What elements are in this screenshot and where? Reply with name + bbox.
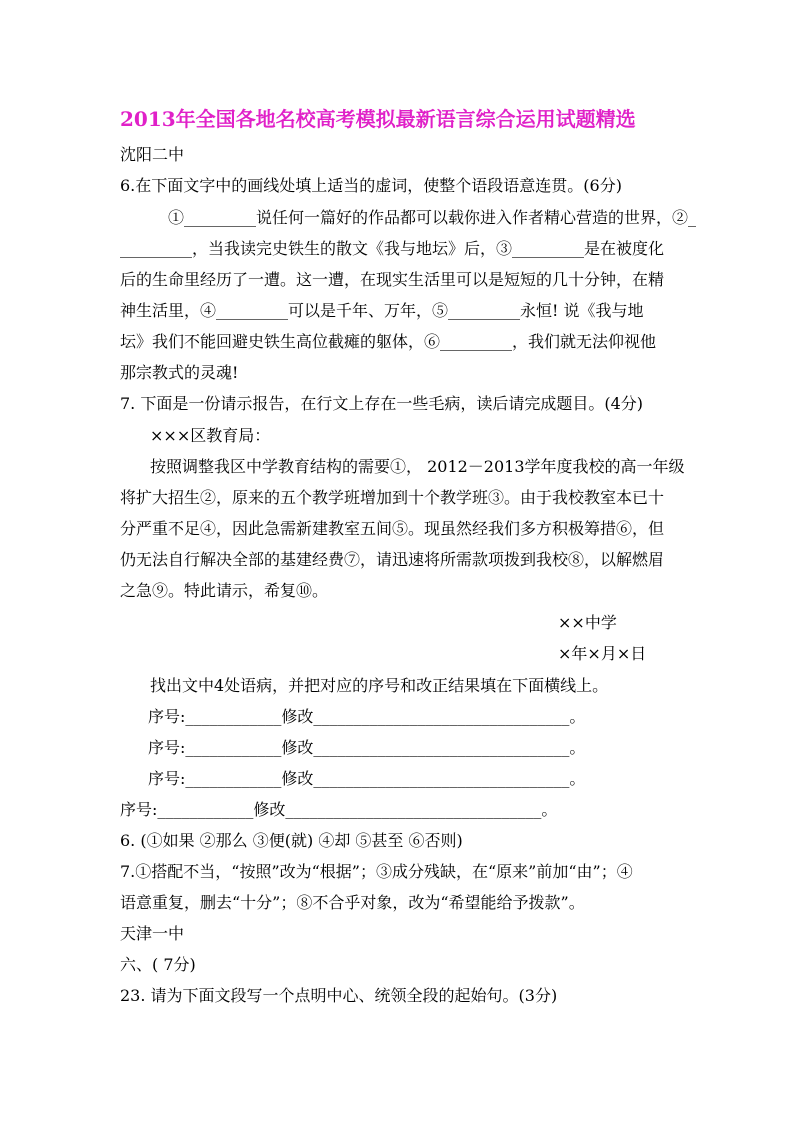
question-6-line: 坛》我们不能回避史铁生高位截瘫的躯体，⑥_________，我们就无法仰视他 bbox=[120, 332, 657, 351]
answer-blank-line: 序号:____________修改________________________________。 bbox=[148, 707, 586, 726]
question-6-line: 那宗教式的灵魂! bbox=[120, 363, 239, 382]
report-body-line: 之急⑨。特此请示，希复⑩。 bbox=[120, 581, 329, 600]
question-23-prompt: 23. 请为下面文段写一个点明中心、统领全段的起始句。(3分) bbox=[120, 986, 558, 1005]
question-6-line: 后的生命里经历了一遭。这一遭，在现实生活里可以是短短的几十分钟，在精 bbox=[120, 270, 665, 289]
school-name: 天津一中 bbox=[120, 924, 185, 943]
question-6-prompt: 6.在下面文字中的画线处填上适当的虚词，使整个语段语意连贯。(6分) bbox=[120, 176, 622, 195]
question-6-line: _________，当我读完史铁生的散文《我与地坛》后，③_________是在被度化 bbox=[120, 239, 665, 258]
report-signature: ××中学 bbox=[558, 613, 617, 632]
answer-key-line: 6. (①如果 ②那么 ③便(就) ④却 ⑤甚至 ⑥否则) bbox=[120, 831, 463, 850]
answer-key-line: 7.①搭配不当，“按照”改为“根据”；③成分残缺，在“原来”前加“由”；④ bbox=[120, 862, 633, 881]
answer-blank-line: 序号:____________修改________________________________。 bbox=[120, 800, 558, 819]
report-body-line: 分严重不足④，因此急需新建教室五间⑤。现虽然经我们多方积极筹措⑥，但 bbox=[120, 519, 665, 538]
report-date: ×年×月×日 bbox=[558, 644, 647, 663]
question-7-instruction: 找出文中4处语病，并把对应的序号和改正结果填在下面横线上。 bbox=[150, 676, 609, 695]
report-body-line: 按照调整我区中学教育结构的需要①， 2012－2013学年度我校的高一年级 bbox=[150, 457, 685, 476]
answer-key-line: 语意重复，删去“十分”；⑧不合乎对象，改为“希望能给予拨款”。 bbox=[120, 893, 585, 912]
report-body-line: 将扩大招生②，原来的五个教学班增加到十个教学班③。由于我校教室本已十 bbox=[120, 488, 665, 507]
question-7-prompt: 7. 下面是一份请示报告，在行文上存在一些毛病，读后请完成题目。(4分) bbox=[120, 394, 644, 413]
school-name: 沈阳二中 bbox=[120, 145, 185, 164]
question-6-line: ①_________说任何一篇好的作品都可以载你进入作者精心营造的世界，②_ bbox=[168, 208, 697, 227]
answer-blank-line: 序号:____________修改________________________________。 bbox=[148, 738, 586, 757]
document-title: 2013年全国各地名校高考模拟最新语言综合运用试题精选 bbox=[120, 107, 636, 131]
answer-blank-line: 序号:____________修改________________________________。 bbox=[148, 769, 586, 788]
report-body-line: 仍无法自行解决全部的基建经费⑦，请迅速将所需款项拨到我校⑧，以解燃眉 bbox=[120, 550, 665, 569]
question-6-line: 神生活里，④_________可以是千年、万年，⑤_________永恒! 说《我与地 bbox=[120, 301, 644, 320]
part-heading: 六、( 7分) bbox=[120, 955, 196, 974]
report-salutation: ×××区教育局： bbox=[150, 426, 271, 445]
